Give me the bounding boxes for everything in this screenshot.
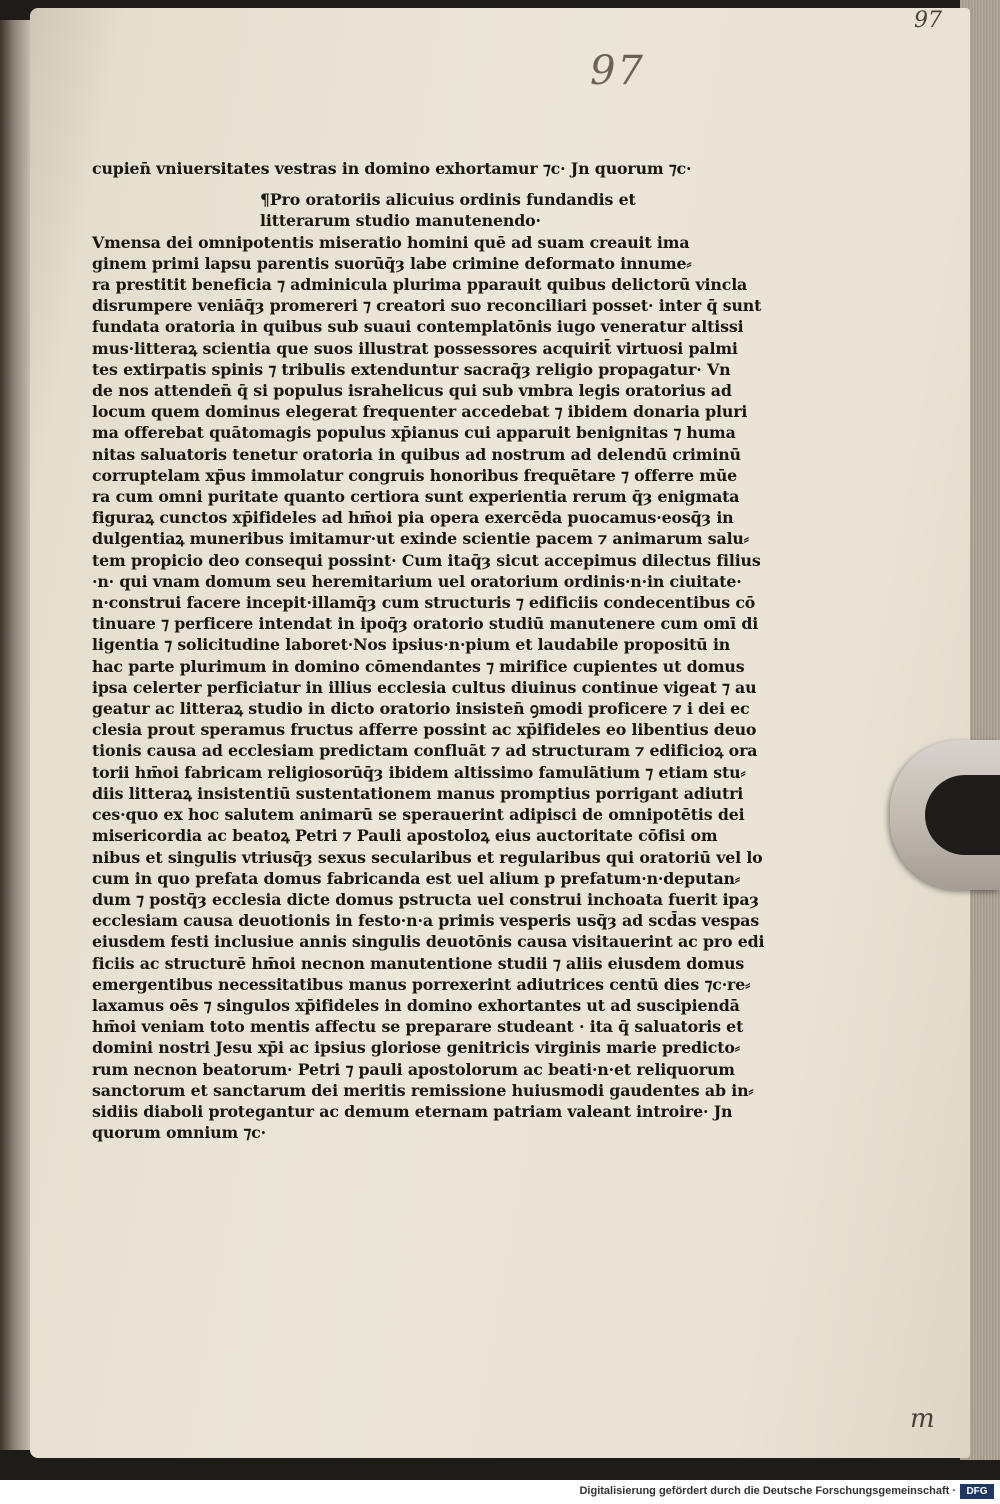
body-line: Vmensa dei omnipotentis miseratio homini quē ad suam creauit ima [92,232,690,252]
body-line: cum in quo prefata domus fabricanda est uel alium p prefatum·n·deputan⸗ [92,868,740,888]
body-line: laxamus oēs ⁊ singulos xp̄ifideles in domino exhortantes ut ad suscipiendā [92,995,740,1015]
body-line: ra cum omni puritate quanto certiora sunt experientia rerum q̄ȝ enigmata [92,487,740,507]
body-line: domini nostri Jesu xp̄i ac ipsius gloriose genitricis virginis marie predicto⸗ [92,1038,740,1058]
body-line: n·construi facere incepit·illamq̄ȝ cum structuris ⁊ edificiis condecentibus cō [92,593,756,613]
footer-bar [0,1480,1000,1504]
body-line: misericordia ac beatoꝝ Petri ⁊ Pauli apostoloꝝ eius auctoritate cōfisi om [92,826,718,846]
body-line: ces·quo ex hoc salutem animarū se sperauerint adipisci de omnipotētis dei [92,805,745,825]
body-line: corruptelam xp̄us immolatur congruis honoribus frequētare ⁊ offerre mūe [92,465,738,485]
body-line: nibus et singulis vtriusq̄ȝ sexus secularibus et regularibus qui oratoriū vel lo [92,847,763,867]
body-line: mus·litteraꝝ scientia que suos illustrat possessores acquirit̄ virtuosi palmi [92,338,738,358]
body-line: torii hm̄oi fabricam religiosorūq̄ȝ ibidem altissimo famulātium ⁊ etiam stu⸗ [92,762,746,782]
body-text [92,232,792,1144]
body-line: dulgentiaꝝ muneribus imitamur·ut exinde scientie pacem ⁊ animarum salu⸗ [92,529,749,549]
body-line: nitas saluatoris tenetur oratoria in quibus ad nostrum ad delendū criminū [92,444,741,464]
body-line: sanctorum et sanctarum dei meritis remissione huiusmodi gaudentes ab in⸗ [92,1080,754,1100]
body-line: dum ⁊ postq̄ȝ ecclesia dicte domus pstructa uel construi inchoata fuerit ipaȝ [92,889,759,909]
body-line: sidiis diaboli protegantur ac demum eternam patriam valeant introire· Jn [92,1101,733,1121]
body-line: hm̄oi veniam toto mentis affectu se preparare studeant · ita q̄ saluatoris et [92,1017,744,1037]
body-line: tinuare ⁊ perficere intendat in ipoq̄ȝ oratorio studiū manutenere cum omī di [92,614,759,634]
body-line: ipsa celerter perficiatur in illius ecclesia cultus diuinus continue vigeat ⁊ au [92,677,757,697]
body-line: eiusdem festi inclusiue annis singulis deuotōnis causa visitauerint ac pro edi [92,932,765,952]
body-line: ecclesiam causa deuotionis in festo·n·a primis vesperis usq̄ȝ ad scd̄as vespas [92,911,760,931]
book-page [30,8,970,1458]
body-line: geatur ac litteraꝝ studio in dicto oratorio insisten̄ ꝯmodi proficere ⁊ i dei ec [92,699,750,719]
body-line: rum necnon beatorum· Petri ⁊ pauli apostolorum ac beati·n·et reliquorum [92,1059,735,1079]
body-line: ligentia ⁊ solicitudine laboret·Nos ipsius·n·pium et laudabile propositū in [92,635,731,655]
section-heading [260,189,792,231]
body-line: hac parte plurimum in domino cōmendantes ⁊ mirifice cupientes ut domus [92,656,745,676]
body-line: disrumpere veniāq̄ȝ promereri ⁊ creatori suo reconciliari posset· inter q̄ sunt [92,296,762,316]
dfg-logo-badge: DFG [960,1484,994,1499]
funding-credit: Digitalisierung gefördert durch die Deutsche Forschungsgemeinschaft · [579,1485,956,1497]
heading-line: ¶Pro oratoriis alicuius ordinis fundandis et [260,190,636,210]
body-line: tionis causa ad ecclesiam predictam confluāt ⁊ ad structuram ⁊ edificioꝝ ora [92,741,758,761]
body-line: fundata oratoria in quibus sub suaui contemplatōnis iugo veneratur altissi [92,317,744,337]
text-line-first: cupien̄ vniuersitates vestras in domino exhortamur ⁊c· Jn quorum ⁊c· [92,159,692,178]
body-line: ·n· qui vnam domum seu heremitarium uel oratorium ordinis·n·in ciuitate· [92,571,742,591]
heading-line: litterarum studio manutenendo· [260,211,541,231]
body-line: figuraꝝ cunctos xp̄ifideles ad hm̄oi pia opera exercēda puocamus·eosq̄ȝ in [92,508,734,528]
body-line: tem propicio deo consequi possint· Cum itaq̄ȝ sicut accepimus dilectus filius [92,550,761,570]
body-line: tes extirpatis spinis ⁊ tribulis extenduntur sacraq̄ȝ religio propagatur· Vn [92,359,731,379]
signature-mark: m [910,1404,935,1434]
corner-page-number: 97 [914,8,942,33]
body-line: emergentibus necessitatibus manus porrexerint adiutrices centū dies ⁊c·re⸗ [92,974,751,994]
body-line: ginem primi lapsu parentis suorūq̄ȝ labe crimine deformato innume⸗ [92,253,692,273]
body-line: de nos attenden̄ q̄ si populus israhelicus qui sub vmbra legis oratorius ad [92,381,732,401]
incunable-text [92,158,792,1143]
body-line: ra prestitit beneficia ⁊ adminicula plurima pparauit quibus delictorū vincla [92,275,748,295]
body-line: clesia prout speramus fructus afferre possint ac xp̄ifideles eo libentius deuo [92,720,757,740]
body-line: ma offerebat quātomagis populus xp̄ianus cui apparuit benignitas ⁊ huma [92,423,736,443]
body-line: diis litteraꝝ insistentiū sustentationem manus promptius porrigant adiutri [92,783,744,803]
body-line: quorum omnium ⁊c· [92,1123,266,1143]
body-line: ficiis ac structurē hm̄oi necnon manutentione studii ⁊ aliis eiusdem domus [92,953,745,973]
body-line: locum quem dominus elegerat frequenter accedebat ⁊ ibidem donaria pluri [92,402,748,422]
bookmark-clip-gap [925,775,1000,855]
folio-number: 97 [590,48,645,94]
